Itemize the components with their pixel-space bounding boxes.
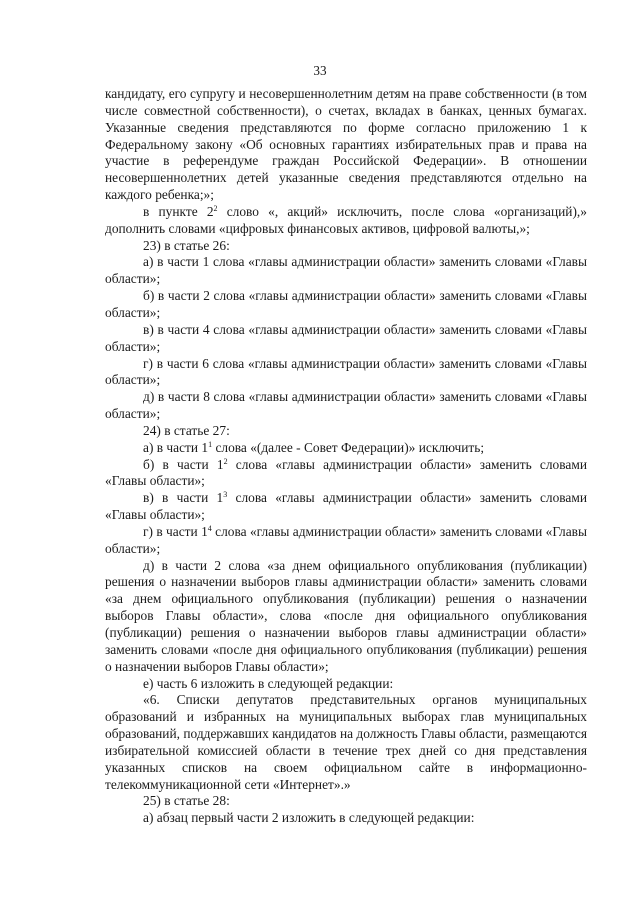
text-run: д) в части 8 слова «главы администрации области» заменить словами «Главы области»; xyxy=(105,389,587,422)
text-run: г) в части 1 xyxy=(143,523,208,539)
paragraph xyxy=(105,440,587,457)
paragraph xyxy=(105,490,587,524)
paragraph xyxy=(105,423,587,440)
paragraph xyxy=(105,692,587,793)
paragraph xyxy=(105,810,587,827)
text-run: 25) в статье 28: xyxy=(143,793,230,809)
paragraph xyxy=(105,457,587,491)
text-run: а) в части 1 слова «главы администрации области» заменить словами «Главы области»; xyxy=(105,254,587,287)
text-run: 24) в статье 27: xyxy=(143,422,230,438)
text-run: в пункте 2 xyxy=(143,203,214,219)
paragraph xyxy=(105,793,587,810)
text-run: слова «главы администрации области» заменить словами «Главы области»; xyxy=(105,490,587,523)
text-run: д) в части 2 слова «за днем официального опубликования (публикации) решения о назначении выборов главы администрации области» заменить словами «за днем официального опубликования (публикации) решения о назначении выборов Главы области», слова «после дня официального опубликования (публикации) решения о назначении выборов главы администрации области» заменить словами «после дня официального опубликования (публикации) решения о назначении выборов Главы области»; xyxy=(105,557,587,674)
paragraph xyxy=(105,86,587,204)
text-run: кандидату, его супругу и несовершеннолетним детям на праве собственности (в том числе совместной собственности), о счетах, вкладах в банках, ценных бумагах. Указанные сведения представляются по форме согласно приложению 1 к Федеральному закону «Об основных гарантиях избирательных прав и права на участие в референдуме граждан Российской Федерации». В отношении несовершеннолетних детей указанные сведения представляются отдельно на каждого ребенка;»; xyxy=(105,86,587,203)
paragraph xyxy=(105,524,587,558)
text-run: слова «(далее - Совет Федерации)» исключить; xyxy=(212,439,485,455)
text-run: б) в части 1 xyxy=(143,456,224,472)
paragraph xyxy=(105,204,587,238)
paragraph xyxy=(105,389,587,423)
text-run: в) в части 4 слова «главы администрации области» заменить словами «Главы области»; xyxy=(105,321,587,354)
text-run: а) абзац первый части 2 изложить в следующей редакции: xyxy=(143,810,475,826)
superscript-index: 1 xyxy=(208,439,213,449)
superscript-index: 4 xyxy=(207,523,212,533)
paragraph xyxy=(105,558,587,676)
document-body xyxy=(105,86,587,827)
paragraph xyxy=(105,288,587,322)
text-run: слова «главы администрации области» заменить словами «Главы области»; xyxy=(105,523,587,556)
superscript-index: 2 xyxy=(223,456,228,466)
text-run: слово «, акций» исключить, после слова «организаций),» дополнить словами «цифровых финансовых активов, цифровой валюты,»; xyxy=(105,203,587,236)
text-run: 23) в статье 26: xyxy=(143,237,230,253)
superscript-index: 3 xyxy=(223,490,228,500)
text-run: е) часть 6 изложить в следующей редакции: xyxy=(143,675,394,691)
paragraph xyxy=(105,254,587,288)
text-run: г) в части 6 слова «главы администрации области» заменить словами «Главы области»; xyxy=(105,355,587,388)
paragraph xyxy=(105,356,587,390)
text-run: в) в части 1 xyxy=(143,490,224,506)
text-run: слова «главы администрации области» заменить словами «Главы области»; xyxy=(105,456,587,489)
text-run: «6. Списки депутатов представительных органов муниципальных образований и избранных на муниципальных выборах глав муниципальных образований, поддержавших кандидатов на должность Главы области, размещаются избирательной комиссией области в течение трех дней со дня представления указанных списков на своем официальном сайте в информационно-телекоммуникационной сети «Интернет».» xyxy=(105,692,587,792)
paragraph xyxy=(105,322,587,356)
superscript-index: 2 xyxy=(213,203,218,213)
page-number: 33 xyxy=(313,63,327,78)
text-run: б) в части 2 слова «главы администрации области» заменить словами «Главы области»; xyxy=(105,288,587,320)
paragraph xyxy=(105,238,587,255)
text-run: а) в части 1 xyxy=(143,439,209,455)
paragraph xyxy=(105,676,587,693)
